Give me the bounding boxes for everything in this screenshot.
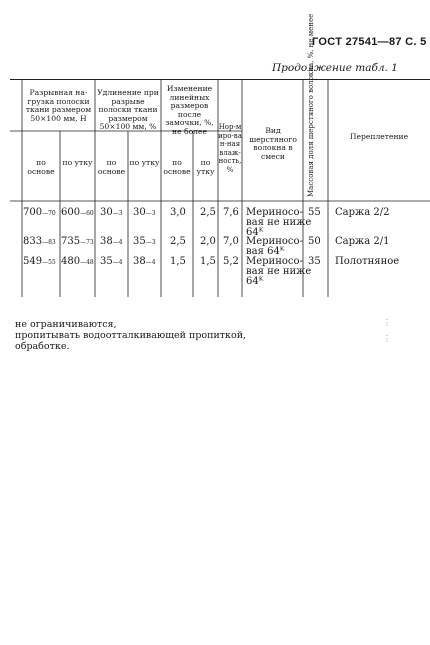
dim-weft-cell: 2,5 xyxy=(200,207,216,218)
continuation-caption: Продолжение табл. 1 xyxy=(272,62,398,74)
fiber-cell: вая не ниже xyxy=(246,217,312,228)
elong-warp-cell: 38—4 xyxy=(100,236,123,247)
col-header-wool-fraction: Массовая доля шерстяного волокна, %, не менее xyxy=(307,13,315,197)
col-header-dimension-change: Изменение линейных размеров после замочки, %, не более xyxy=(165,84,214,136)
dim-weft-cell: 2,0 xyxy=(200,236,216,247)
dim-warp-cell: 3,0 xyxy=(170,207,186,218)
elong-warp-cell: 35—4 xyxy=(100,256,123,267)
weave-cell: Саржа 2/1 xyxy=(335,236,390,247)
moisture-cell: 7,6 xyxy=(223,207,239,218)
dim-weft-cell: 1,5 xyxy=(200,256,216,267)
dim-warp-cell: 2,5 xyxy=(170,236,186,247)
moisture-cell: 5,2 xyxy=(223,256,239,267)
col-header-elongation: Удлинение при разрыве полоски ткани размером 50×100 мм, % xyxy=(97,88,159,132)
load-weft-cell: 480—48 xyxy=(61,256,94,267)
moisture-cell: 7,0 xyxy=(223,236,239,247)
col-header-moisture: Нор-миро-ван-ная влаж-ность, % xyxy=(218,123,242,174)
elong-weft-cell: 38—4 xyxy=(133,256,156,267)
page-header: ГОСТ 27541—87 С. 5 xyxy=(312,36,427,48)
scan-edge-mark: ⋮ xyxy=(383,318,391,327)
elong-weft-cell: 30—3 xyxy=(133,207,156,218)
load-warp-cell: 549—55 xyxy=(23,256,56,267)
col-header-fiber-type: Вид шерстяного волокна в смеси xyxy=(249,126,297,161)
load-weft-cell: 600—60 xyxy=(61,207,94,218)
dim-warp-cell: 1,5 xyxy=(170,256,186,267)
note-line: обработке. xyxy=(15,341,70,352)
col-header-tensile-load: Разрывная на-грузка полоски ткани размером 50×100 мм, Н xyxy=(25,88,92,123)
wool-fraction-cell: 35 xyxy=(308,256,321,267)
subheader-warp: по основе xyxy=(97,158,126,176)
elong-weft-cell: 35—3 xyxy=(133,236,156,247)
fiber-cell: Мериносо- xyxy=(246,256,303,267)
note-line: пропитывать водоотталкивающей пропиткой, xyxy=(15,330,247,341)
subheader-weft: по утку xyxy=(196,158,215,176)
subheader-warp: по основе xyxy=(27,158,55,176)
fiber-cell: Мериносо- xyxy=(246,236,303,247)
elong-warp-cell: 30—3 xyxy=(100,207,123,218)
subheader-weft: по утку xyxy=(62,158,93,167)
weave-cell: Саржа 2/2 xyxy=(335,207,390,218)
load-warp-cell: 833—83 xyxy=(23,236,56,247)
subheader-weft: по утку xyxy=(129,158,160,167)
load-weft-cell: 735—73 xyxy=(61,236,94,247)
scan-edge-mark: ⋮ xyxy=(383,334,391,343)
subheader-warp: по основе xyxy=(163,158,191,176)
fiber-cell: 64ᴷ xyxy=(246,227,264,238)
wool-fraction-cell: 50 xyxy=(308,236,321,247)
fiber-cell: вая 64ᴷ xyxy=(246,246,285,257)
fiber-cell: Мериносо- xyxy=(246,207,303,218)
fiber-cell: 64ᴷ xyxy=(246,276,264,287)
fiber-cell: вая не ниже xyxy=(246,266,312,277)
load-warp-cell: 700—70 xyxy=(23,207,56,218)
note-line: не ограничиваются, xyxy=(15,319,117,330)
wool-fraction-cell: 55 xyxy=(308,207,321,218)
weave-cell: Полотняное xyxy=(335,256,400,267)
col-header-weave: Переплетение xyxy=(349,132,409,141)
